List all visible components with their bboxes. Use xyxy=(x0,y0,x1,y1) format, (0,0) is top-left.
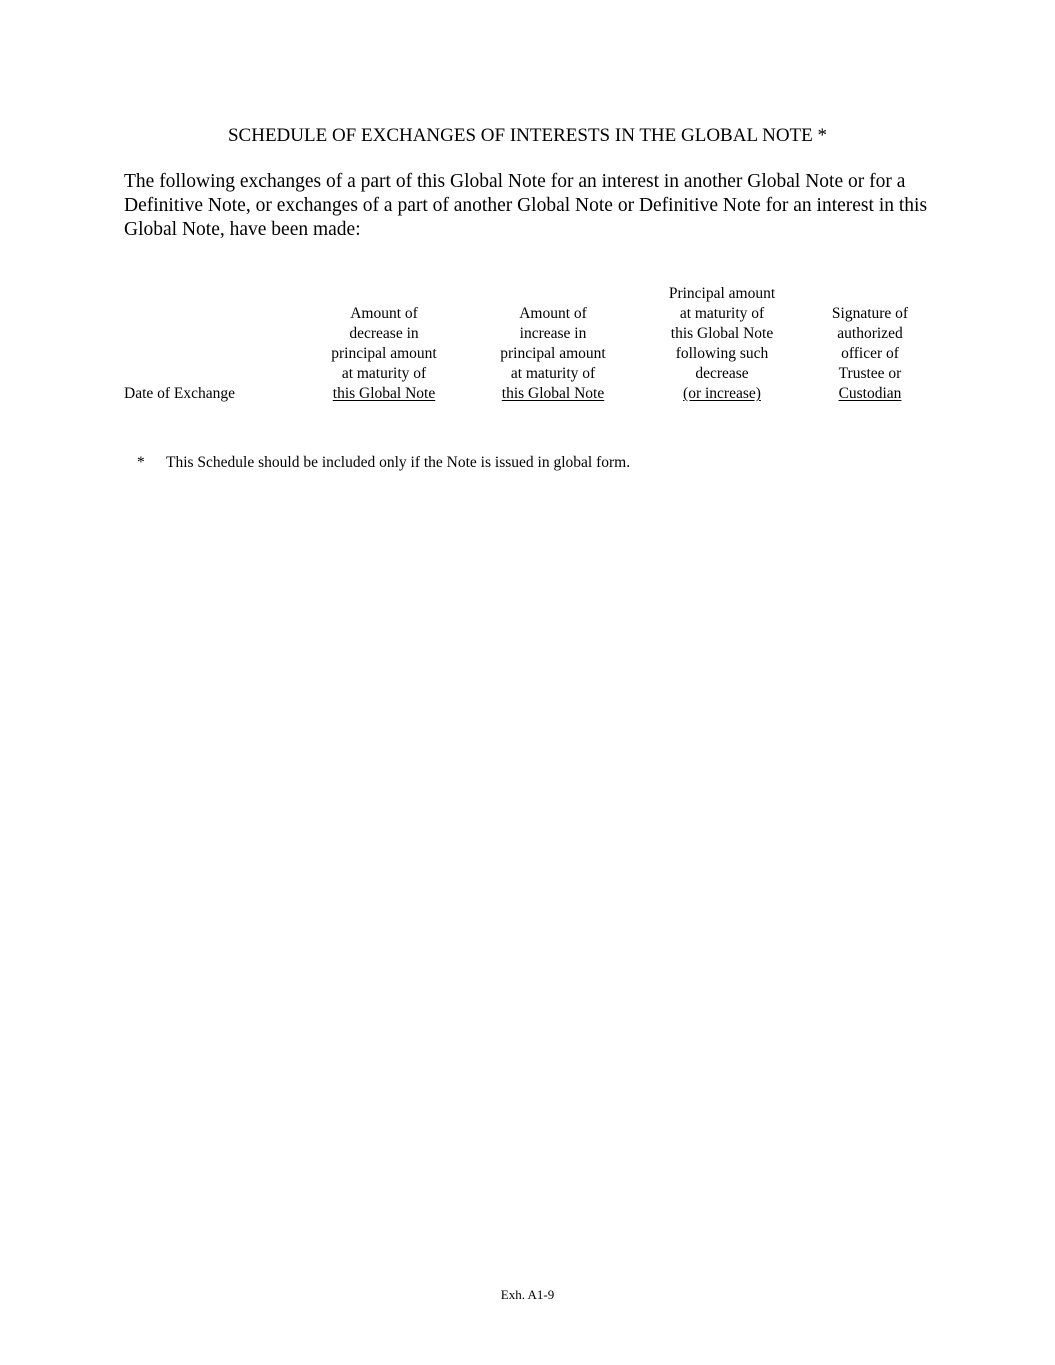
footnote xyxy=(137,453,630,473)
header-line: officer of xyxy=(841,345,899,362)
header-line: decrease xyxy=(695,365,749,382)
header-line: Signature of xyxy=(831,305,909,322)
header-line: increase in xyxy=(519,325,587,342)
header-line: at maturity of xyxy=(510,365,596,382)
header-signature-of-officer xyxy=(810,304,930,404)
document-title: SCHEDULE OF EXCHANGES OF INTERESTS IN THE GLOBAL NOTE * xyxy=(227,125,828,146)
header-line-underlined: (or increase) xyxy=(683,385,761,402)
intro-paragraph: The following exchanges of a part of this Global Note for an interest in another Global Note or for a Definitive Note, or exchanges of a part of another Global Note or Definitive Note for an interest in this Global Note, have been made: xyxy=(124,171,928,240)
header-line: Amount of xyxy=(519,305,587,322)
header-line: Trustee or xyxy=(838,365,902,382)
page-number: Exh. A1-9 xyxy=(500,1287,555,1302)
header-principal-amount-following xyxy=(632,284,812,404)
footnote-mark: * xyxy=(137,454,145,471)
header-date-of-exchange xyxy=(124,384,235,404)
header-amount-of-decrease xyxy=(303,304,465,404)
header-amount-of-increase xyxy=(472,304,634,404)
header-line: Principal amount xyxy=(668,285,776,302)
header-line: decrease in xyxy=(349,325,419,342)
header-line: principal amount xyxy=(331,345,437,362)
header-line: this Global Note xyxy=(670,325,774,342)
header-line-underlined: Custodian xyxy=(838,385,902,402)
header-line: Date of Exchange xyxy=(124,385,236,402)
footnote-text: This Schedule should be included only if the Note is issued in global form. xyxy=(166,454,631,471)
header-line: authorized xyxy=(837,325,903,342)
header-line-underlined: this Global Note xyxy=(501,385,605,402)
header-line-underlined: this Global Note xyxy=(332,385,436,402)
header-line: following such xyxy=(675,345,769,362)
header-line: Amount of xyxy=(350,305,418,322)
header-line: at maturity of xyxy=(341,365,427,382)
header-line: at maturity of xyxy=(679,305,765,322)
header-line: principal amount xyxy=(500,345,606,362)
